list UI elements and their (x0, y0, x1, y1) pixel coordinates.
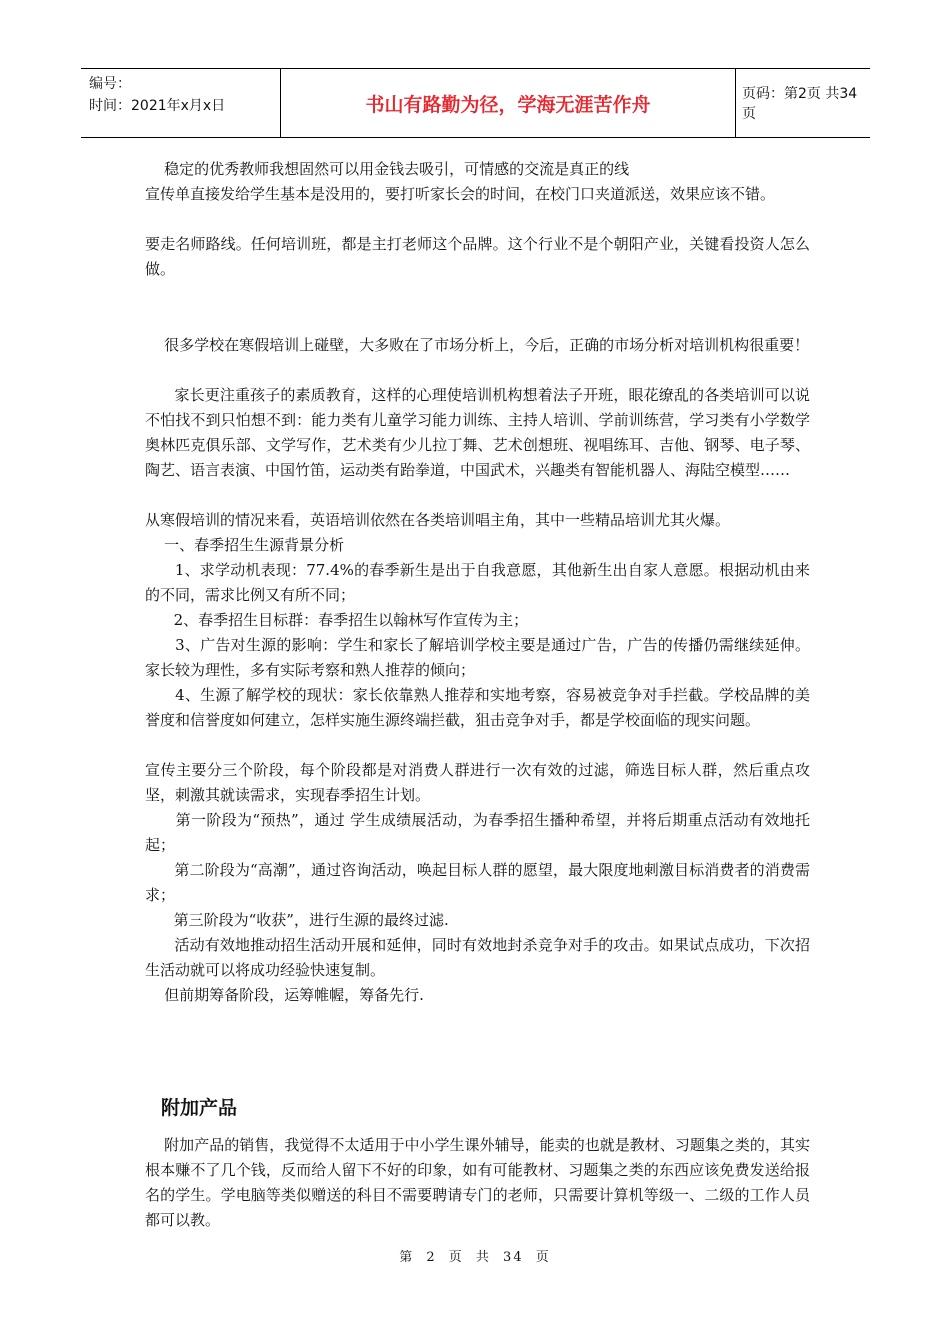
document-date: 时间：2021年x月x日 (89, 98, 226, 114)
section-heading-1: 一、春季招生生源背景分析 (145, 536, 345, 554)
paragraph-5: 家长更注重孩子的素质教育，这样的心理使培训机构想着法子开班，眼花缭乱的各类培训可以说不怕找不到只怕想不到：能力类有儿童学习能力训练、主持人培训、学前训练营，学习类有小学数学奥林匹克俱乐部、文学写作，艺术类有少儿拉丁舞、艺术创想班、视唱练耳、吉他、钢琴、电子琴、陶艺、语言表演、中国竹笛，运动类有跆拳道，中国武术，兴趣类有智能机器人、海陆空模型…… (145, 386, 811, 479)
list-item-4: 4、生源了解学校的现状：家长依靠熟人推荐和实地考察，容易被竞争对手拦截。学校品牌的美誉度和信誉度如何建立，怎样实施生源终端拦截，狙击竞争对手，都是学校面临的现实问题。 (145, 686, 810, 729)
paragraph-stages: 宣传主要分三个阶段，每个阶段都是对消费人群进行一次有效的过滤，筛选目标人群，然后重点攻坚，刺激其就读需求，实现春季招生计划。 (145, 761, 810, 804)
stage-2: 第二阶段为“高潮”，通过咨询活动，唤起目标人群的愿望，最大限度地刺激目标消费者的消费需求； (145, 861, 811, 904)
paragraph-3: 要走名师路线。任何培训班，都是主打老师这个品牌。这个行业不是个朝阳产业，关键看投资人怎么做。 (145, 235, 810, 278)
list-item-3: 3、广告对生源的影响：学生和家长了解培训学校主要是通过广告，广告的传播仍需继续延伸。家长较为理性，多有实际考察和熟人推荐的倾向； (145, 636, 810, 679)
section-paragraph: 附加产品的销售，我觉得不太适用于中小学生课外辅导，能卖的也就是教材、习题集之类的，其实根本赚不了几个钱，反而给人留下不好的印象，如有可能教材、习题集之类的东西应该免费发送给报名的学生。学电脑等类似赠送的科目不需要聘请专门的老师，只需要计算机等级一、二级的工作人员都可以教。 (145, 1136, 810, 1229)
paragraph-6: 从寒假培训的情况来看，英语培训依然在各类培训唱主角，其中一些精品培训尤其火爆。 (145, 511, 731, 529)
paragraph-1: 稳定的优秀教师我想固然可以用金钱去吸引，可情感的交流是真正的线 (145, 160, 630, 178)
paragraph-2: 宣传单直接发给学生基本是没用的，要打听家长会的时间，在校门口夹道派送，效果应该不错。 (145, 185, 776, 203)
page-header (81, 68, 870, 138)
paragraph-4: 很多学校在寒假培训上碰壁，大多败在了市场分析上，今后，正确的市场分析对培训机构很重要！ (145, 336, 810, 354)
paragraph-preparation: 但前期筹备阶段，运筹帷幄，筹备先行. (145, 986, 424, 1004)
stage-1: 第一阶段为“预热”，通过 学生成绩展活动，为春季招生播种希望，并将后期重点活动有效地托起； (145, 811, 811, 854)
list-item-1: 1、求学动机表现：77.4%的春季新生是出于自我意愿，其他新生出自家人意愿。根据动机由来的不同，需求比例又有所不同； (145, 561, 811, 604)
stage-3: 第三阶段为“收获”，进行生源的最终过滤. (145, 911, 449, 929)
header-page-info: 页码：第2页 共34页 (742, 86, 858, 122)
paragraph-activity: 活动有效地推动招生活动开展和延伸，同时有效地封杀竞争对手的攻击。如果试点成功，下次招生活动就可以将成功经验快速复制。 (145, 936, 811, 979)
page-footer: 第 2 页 共 34 页 (399, 1250, 551, 1265)
document-number-label: 编号： (89, 76, 131, 92)
header-meta (81, 69, 281, 137)
header-motto: 书山有路勤为径，学海无涯苦作舟 (281, 69, 736, 137)
list-item-2: 2、春季招生目标群：春季招生以翰林写作宣传为主； (145, 611, 529, 629)
section-title: 附加产品 (161, 1097, 238, 1119)
